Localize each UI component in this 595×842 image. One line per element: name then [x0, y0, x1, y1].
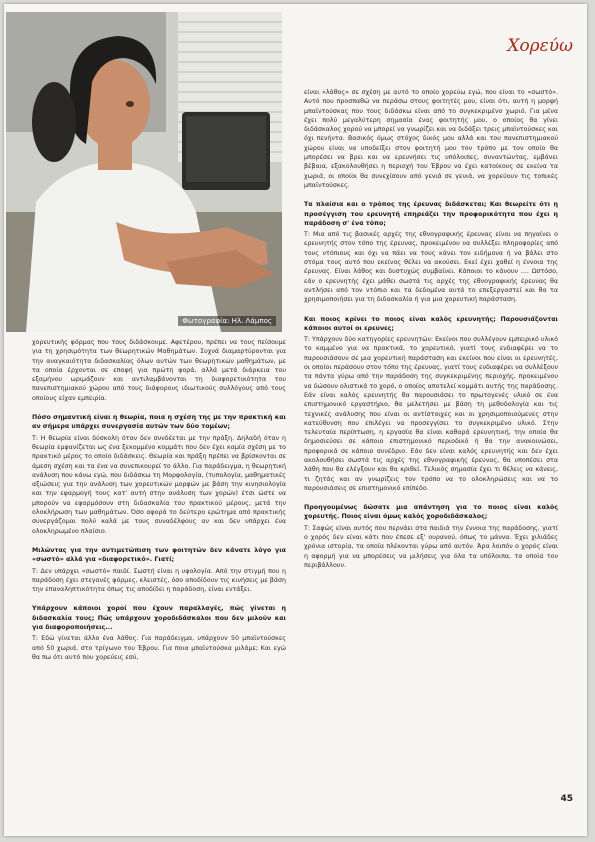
paragraph: Τ: Εδώ γίνεται άλλο ένα λάθος. Για παράδειγμα, υπάρχουν 50 μπαϊντούσκες από 50 χωριά, στο τρίγωνο του Έβρου. Για ποια μπαϊντούσκα μιλάμε; Και εγώ θα πω ότι αυτό που χορεύεις εσύ, — [32, 635, 286, 661]
magazine-page — [4, 4, 587, 836]
paragraph: Τ: Σαφώς είναι αυτός που περνάει στα παιδιά την έννοια της παράδοσης, γιατί ο χορός δεν είναι κάτι που έπεσε εξ' ουρανού, όπως το μάννα. Έχει χιλιάδες χρόνια ιστορία, τα οποία πλέκονται γύρω από αυτόν. Άρα λοιπόν ο χορός είναι η αφορμή για να μπορέσεις να μιλήσεις για όλα τα υπόλοιπα, τα οποία τον περιβάλλουν. — [304, 524, 558, 569]
interview-question: Υπάρχουν κάποιοι χοροί που έχουν παραλλαγές, πώς γίνεται η διδασκαλία τους; Πώς υπάρχουν χοροδιδάσκαλοι που δεν μιλούν και για διαφοροποιήσεις... — [32, 605, 286, 632]
left-text-column — [32, 338, 286, 828]
right-text-column — [304, 88, 558, 828]
paragraph: χορευτικής φόρμας που τους διδάσκουμε. Αφετέρου, πρέπει να τους πείσουμε για τη χρησιμότητα των θεωρητικών Μαθημάτων. Συχνά διαμαρτύρονται για την αναγκαιότητα διδασκαλίας όλων αυτών των θεωρητικών μαθημάτων, με τα οποία έρχονται σε επαφή για πρώτη φορά, αλλά μετά διάρκεια του εξαμήνου ωριμάζουν και αντιλαμβάνονται τη διαφορετικότητα του πανεπιστημιακού χώρου από τους διάφορους ιδιωτικούς συλλόγους από τους οποίους είχαν εμπειρία. — [32, 339, 286, 402]
page-number: 45 — [560, 794, 573, 804]
section-title: Χορεύω — [507, 36, 573, 56]
paragraph: Τ: Υπάρχουν δύο κατηγορίες ερευνητών: Εκείνοι που συλλέγουν εμπειρικό υλικό το καμμένο για να πρακτικά, το χορευτικό, γιατί τους ενδιαφέρει να το παρουσιάσουν σε μια χορευτική παράσταση και εκείνοι που είναι οι ερευνητές, οι οποίοι περάσουν στον τόπο της έρευνας, γιατί τους ενδιαφέρει να συλλέξουν τα πάντα γύρω από την παράδοση της συγκεκριμένης περιοχής, προκειμένου να δώσουν ολιστικά το χορό, ο οποίος αποτελεί κομμάτι αυτής της παράδοσης. Εάν είναι καλός ερευνητής θα παρουσιάσει το πρωτογενές υλικό σε ένα επιστημονικό εργαστήριο, θα μελετήσει με βάση τη μεθοδολογία και τις τεχνικές ανάλυσης που είναι οι αντίστοιχες και οι χρησιμοποιούμενες στην κατεύθυνση που επιλέγει να προσεγγίσει το συγκεκριμένο υλικό. Στην τελευταία περίπτωση, η εργασία θα είναι καθαρά ερευνητική, την οποία θα δημοσιεύσει σε κάποιο επιστημονικό περιοδικό ή θα την ανακοινώσει, προφορικά σε κάποιο συνέδριο. Εάν δεν είναι καλός ερευνητής και δεν έχει ακολουθήσει σωστά τις αρχές της εθνογραφικής έρευνας, θα υποπέσει στα λάθη που θα ελέγξουν και θα κριθεί. Τελικός σημασία έχει τι θέλεις να κάνεις, τι ζητάς και αν γνωρίζεις τον τρόπο να το ολοκληρώσεις και να το παρουσιάσεις σε επιστημονικό επίπεδο. — [304, 336, 558, 492]
paragraph: είναι «λάθος» σε σχέση με αυτό το οποίο χορεύω εγώ, που είναι το «σωστό». Αυτό που προσπαθώ να περάσω στους φοιτητές μου, είναι ότι, αυτή η μορφή μπαϊντούσκας που τους διδάσκω είναι από το συγκεκριμένο χωριό. Για μένα έχει πολύ μεγαλύτερη σημασία ένας φοιτητής μου, ο οποίος θα γίνει διδάσκαλος χορού να μπορεί να γνωρίζει και να διδάξει τρεις μπαϊντούσκες και όχι πενήντα. Βασικός όμως στόχος δικός μου αλλά και του πανεπιστημιακού χώρου είναι να υποδείξει στον φοιτητή μου τον τρόπο με τον οποίο θα μπορέσει να βρει και να ερευνήσει τις υπόλοιπες, συναντώντας, εμβάνει βέβαια, εξακολουθήσει η περιοχή του Έβρου να έχει κατοίκους σε εκείνα τα χωριά, οι οποίοι θα συνεχίσουν από γενιά σε γενιά, να χορεύουν τις τοπικές μπαϊντούσκες. — [304, 89, 558, 189]
paragraph: Τ: Δεν υπάρχει «σωστό» παιδί. Σωστή είναι η υφολογία. Από την στιγμή που η παράδοση έχει στεγανές φόρμες, κλειστές, όσο αποδίδουν τις κινήσεις με βάση την επαναληπτικότητα όπως τις αποδίδει η παράδοση, είναι εντάξει. — [32, 567, 286, 594]
interview-question: Μιλώντας για την αντιμετώπιση των φοιτητών δεν κάνατε λόγο για «σωστό» αλλά για «διαφορετικό». Γιατί; — [32, 546, 286, 564]
photo-illustration — [6, 12, 282, 332]
photo-credit: Φωτογραφία: Ηλ. Λάμπος — [178, 316, 276, 326]
interview-question: Τα πλαίσια και ο τρόπος της έρευνας διδάσκεται; Και θεωρείτε ότι η προσέγγιση του ερευνητή επηρεάζει την προφορικότητα που έχει η παράδοση σ' ένα τόπο; — [304, 201, 558, 227]
interview-question: Προηγουμένως δώσατε μια απάντηση για το ποιος είναι καλός χορευτής. Ποιος είναι όμως καλός χοροδιδάσκαλος; — [304, 504, 558, 521]
interview-question: Πόσο σημαντική είναι η θεωρία, ποια η σχέση της με την πρακτική και αν σήμερα υπάρχει συνεργασία αυτών των δύο τομέων; — [32, 414, 286, 431]
paragraph: Τ: Η θεωρία είναι δύσκολη όταν δεν συνδέεται με την πράξη. Δηλαδή όταν η θεωρία εμφανίζεται ως ένα ξεκομμένο κομμάτι που δεν έχει καμία σχέση με το πρακτικό μέρος το οποίο διδάσκεις. Θεωρία και πράξη πρέπει να βρίσκονται σε άμεση σχέση και τα ένα να συνεπικουρεί το άλλο. Για παράδειγμα, η θεωρητική ανάλυση που κάνω εγώ, που διδάσκω τη Μορφολογία, (τυπολογία, μαθηματικές αξιώσεις για την ανάλυση των χορευτικών μορφών με βάση την κινησιολογία και την εφαρμογή τους κατ' αυτή στην ανάλυση των χορών) έτσι ώστε να μπορούν να εφαρμόσουν στη διδασκαλία του πρακτικού μέρους, μετά την ολοκλήρωση των μαθημάτων. Όσο αφορά το δεύτερο ερώτημα από πρακτικής συνεργάζομαι πολύ καλά με τους συναδέλφους αν και δεν υπάρχει ένα ολοκληρωμένο πλαίσιο. — [32, 434, 286, 535]
interview-question: Και ποιος κρίνει το ποιος είναι καλός ερευνητής; Παρουσιάζονται κάποιοι αυτοί οι ερευνες; — [304, 315, 558, 332]
interview-photo — [6, 12, 282, 332]
paragraph: Τ: Μια από τις βασικές αρχές της εθνογραφικής έρευνας είναι να πηγαίνει ο ερευνητής στον τόπο της έρευνας, προκειμένου να συλλέξει πληροφορίες από τους ντόπιους και όχι να πάει να τους κάνει τον ειδήμονα ή να βάλει στο στόμα τους αυτό που εκείνος θέλει να ακούσει. Εκεί έχει χαθεί η έννοια της έρευνας. Είναι λάθος και δυστυχώς συμβαίνει. Κάποιοι το κάνουν .... Ωστόσο, εάν ο ερευνητής έχει μάθει σωστά τις αρχές της εθνογραφικής έρευνας θα αντλήσει από τον ντόπιο και τα δεδομένα αυτά το επεξεργαστεί και θα τα χρησιμοποιήσει για τη διδασκαλία ή για μια χορευτική παράσταση. — [304, 231, 558, 304]
